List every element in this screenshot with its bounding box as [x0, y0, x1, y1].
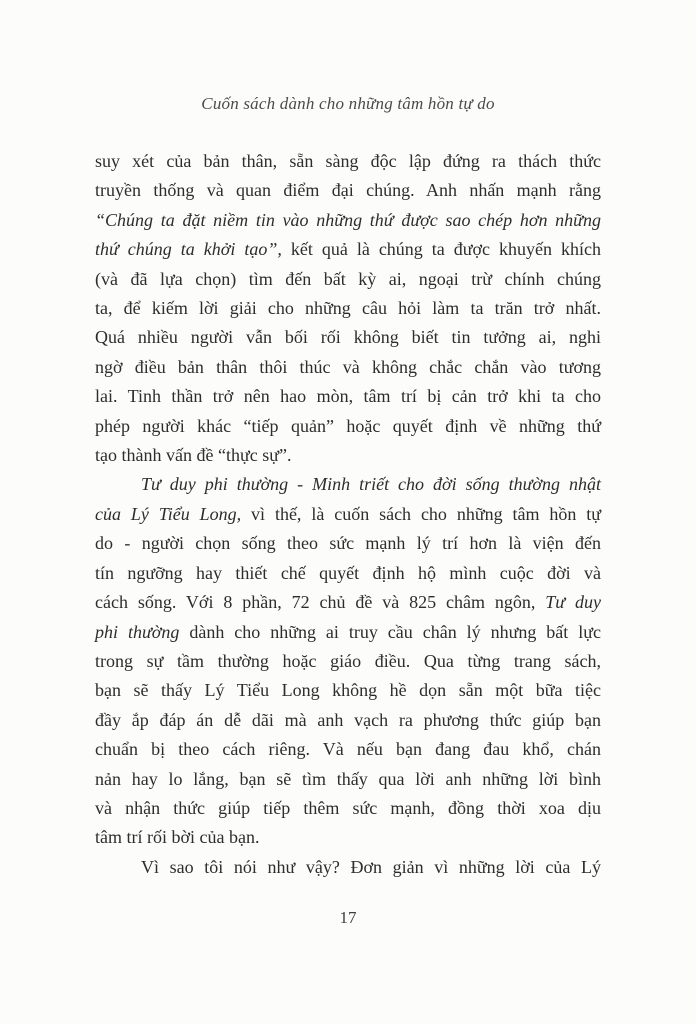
text-segment: do - người chọn sống theo sức mạnh lý trí hơn là viện đến: [95, 533, 601, 554]
text-segment: dành cho những ai truy cầu chân lý nhưng bất lực: [179, 621, 601, 642]
text-line: [95, 147, 601, 176]
text-segment: phép người khác “tiếp quản” hoặc quyết định về những thứ: [95, 415, 601, 436]
text-segment: suy xét của bản thân, sẵn sàng độc lập đứng ra thách thức: [95, 151, 601, 171]
text-line: [95, 206, 601, 235]
text-segment: (và đã lựa chọn) tìm đến bất kỳ ai, ngoại trừ chính chúng: [95, 268, 601, 289]
text-segment: kết quả là chúng ta được khuyến khích: [281, 239, 601, 260]
text-segment: Quá nhiều người vẫn bối rối không biết tin tưởng ai, nghi: [95, 327, 601, 348]
text-segment: lai. Tinh thần trở nên hao mòn, tâm trí bị cản trở khi ta cho: [95, 386, 601, 407]
text-line: [95, 441, 601, 470]
text-segment: ngờ điều bản thân thôi thúc và không chắc chắn vào tương: [95, 356, 601, 377]
italic-text-segment: thứ chúng ta khởi tạo”,: [95, 239, 282, 260]
text-line: [95, 470, 601, 499]
text-line: [95, 529, 601, 558]
text-line: [95, 265, 601, 294]
text-line: [95, 176, 601, 205]
text-line: [95, 294, 601, 323]
text-line: [95, 618, 601, 647]
text-line: [95, 323, 601, 352]
italic-text-segment: Tư duy: [545, 592, 601, 613]
text-line: [95, 559, 601, 588]
text-line: [95, 588, 601, 617]
text-segment: vì thế, là cuốn sách cho những tâm hồn tự: [241, 503, 601, 524]
text-line: [95, 735, 601, 764]
text-segment: ta, để kiếm lời giải cho những câu hỏi làm ta trăn trở nhất.: [95, 298, 601, 319]
text-line: [95, 853, 601, 882]
text-line: [95, 353, 601, 382]
text-line: [95, 500, 601, 529]
text-line: [95, 647, 601, 676]
text-segment: tín ngưỡng hay thiết chế quyết định hộ mình cuộc đời và: [95, 562, 601, 583]
running-header: Cuốn sách dành cho những tâm hồn tự do: [201, 94, 495, 113]
text-segment: cách sống. Với 8 phần, 72 chủ đề và 825 châm ngôn,: [95, 592, 546, 613]
text-segment: trong sự tầm thường hoặc giáo điều. Qua từng trang sách,: [95, 650, 601, 671]
text-segment: chuẩn bị theo cách riêng. Và nếu bạn đang đau khổ, chán: [95, 739, 601, 760]
text-segment: đầy ắp đáp án dễ dãi mà anh vạch ra phương thức giúp bạn: [95, 709, 601, 730]
text-line: [95, 823, 601, 852]
text-segment: Vì sao tôi nói như vậy? Đơn giản vì những lời của Lý: [141, 856, 601, 877]
page-number: 17: [339, 908, 357, 927]
text-line: [95, 382, 601, 411]
italic-text-segment: phi thường: [95, 621, 180, 642]
text-segment: và nhận thức giúp tiếp thêm sức mạnh, đồng thời xoa dịu: [95, 797, 601, 818]
italic-text-segment: của Lý Tiểu Long,: [95, 503, 242, 524]
text-line: [95, 794, 601, 823]
text-line: [95, 765, 601, 794]
text-segment: tâm trí rối bời của bạn.: [95, 827, 260, 848]
body-text: [95, 147, 601, 882]
text-line: [95, 706, 601, 735]
text-segment: tạo thành vấn đề “thực sự”.: [95, 445, 292, 466]
text-line: [95, 235, 601, 264]
text-segment: nản hay lo lắng, bạn sẽ tìm thấy qua lời anh những lời bình: [95, 768, 601, 789]
italic-text-segment: “Chúng ta đặt niềm tin vào những thứ được sao chép hơn những: [95, 209, 601, 230]
text-segment: truyền thống và quan điểm đại chúng. Anh nhấn mạnh rằng: [95, 180, 601, 201]
italic-text-segment: Tư duy phi thường - Minh triết cho đời sống thường nhật: [141, 474, 601, 495]
text-line: [95, 412, 601, 441]
text-segment: bạn sẽ thấy Lý Tiểu Long không hề dọn sẵn một bữa tiệc: [95, 680, 601, 701]
text-line: [95, 676, 601, 705]
